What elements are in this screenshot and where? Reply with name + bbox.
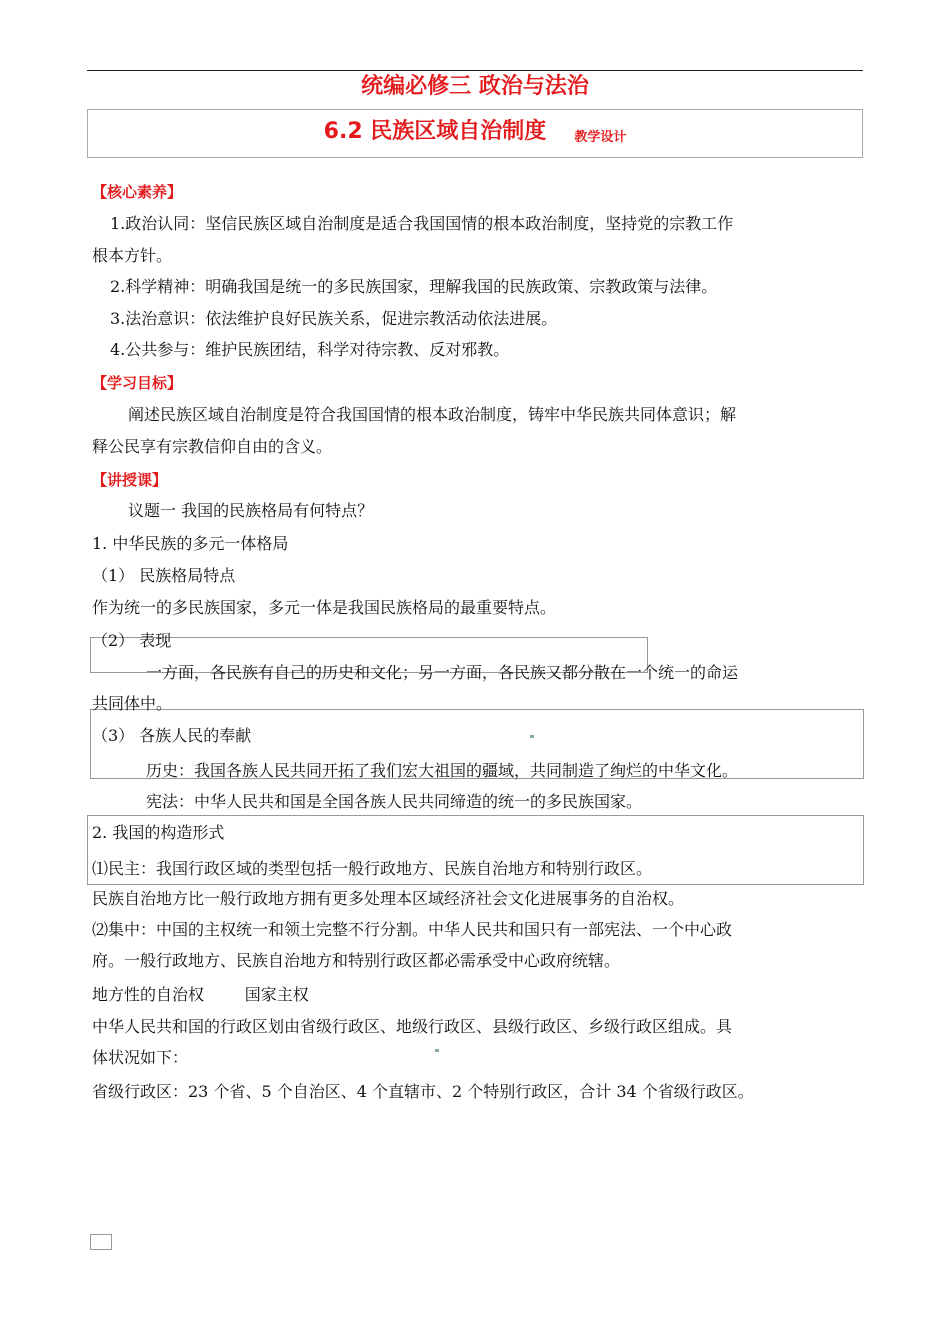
lecture-line: （1） 民族格局特点 xyxy=(92,566,236,585)
top-rule xyxy=(87,70,863,71)
marker-dot xyxy=(435,1049,439,1052)
page-marker-box xyxy=(90,1234,112,1250)
lecture-line: 作为统一的多民族国家，多元一体是我国民族格局的最重要特点。 xyxy=(92,598,557,617)
lesson-subtitle: 教学设计 xyxy=(574,130,627,145)
lecture-line: 府。一般行政地方、民族自治地方和特别行政区都必需承受中心政府统辖。 xyxy=(92,951,621,970)
lecture-line: 民族自治地方比一般行政地方拥有更多处理本区域经济社会文化进展事务的自治权。 xyxy=(92,889,685,908)
goal-line-1: 阐述民族区域自治制度是符合我国国情的根本政治制度，铸牢中华民族共同体意识；解 xyxy=(128,405,737,424)
goal-line-2: 释公民享有宗教信仰自由的含义。 xyxy=(92,437,333,456)
core-line-3: 2.科学精神：明确我国是统一的多民族国家，理解我国的民族政策、宗教政策与法律。 xyxy=(110,277,718,296)
lecture-line: 2. 我国的构造形式 xyxy=(92,823,225,842)
section-lecture: 【讲授课】 xyxy=(92,471,168,489)
main-title: 统编必修三 政治与法治 xyxy=(361,74,589,99)
lesson-title xyxy=(87,116,863,151)
lecture-line: 省级行政区：23 个省、5 个自治区、4 个直辖市、2 个特别行政区，合计 34 个省级行政区。 xyxy=(92,1082,754,1101)
lecture-line: 1. 中华民族的多元一体格局 xyxy=(92,534,289,553)
section-core: 【核心素养】 xyxy=(92,183,183,201)
core-line-1: 1.政治认同：坚信民族区域自治制度是适合我国国情的根本政治制度，坚持党的宗教工作 xyxy=(110,214,734,233)
lecture-line: ⑴民主：我国行政区域的类型包括一般行政地方、民族自治地方和特别行政区。 xyxy=(92,859,653,878)
lecture-line: 宪法：中华人民共和国是全国各族人民共同缔造的统一的多民族国家。 xyxy=(146,792,643,811)
lecture-line: 中华人民共和国的行政区划由省级行政区、地级行政区、县级行政区、乡级行政区组成。具 xyxy=(92,1017,733,1036)
lecture-line: 历史：我国各族人民共同开拓了我们宏大祖国的疆域，共同制造了绚烂的中华文化。 xyxy=(146,761,739,780)
lecture-line: 地方性的自治权 国家主权 xyxy=(92,985,309,1004)
section-goal: 【学习目标】 xyxy=(92,374,183,392)
lecture-line: 议题一 我国的民族格局有何特点？ xyxy=(128,501,374,520)
core-line-5: 4.公共参与：维护民族团结，科学对待宗教、反对邪教。 xyxy=(110,340,510,359)
lecture-line: 共同体中。 xyxy=(92,694,173,713)
lecture-line: （3） 各族人民的奉献 xyxy=(92,726,252,745)
lesson-name: 6.2 民族区域自治制度 xyxy=(323,119,547,144)
lecture-line: ⑵集中：中国的主权统一和领土完整不行分割。中华人民共和国只有一部宪法、一个中心政 xyxy=(92,920,733,939)
lecture-line: 体状况如下： xyxy=(92,1048,189,1067)
lecture-line: （2） 表现 xyxy=(92,631,172,650)
core-line-4: 3.法治意识：依法维护良好民族关系，促进宗教活动依法进展。 xyxy=(110,309,558,328)
marker-dot xyxy=(530,735,534,738)
core-line-2: 根本方针。 xyxy=(92,246,173,265)
lecture-line: 一方面，各民族有自己的历史和文化；另一方面，各民族又都分散在一个统一的命运 xyxy=(146,663,739,682)
